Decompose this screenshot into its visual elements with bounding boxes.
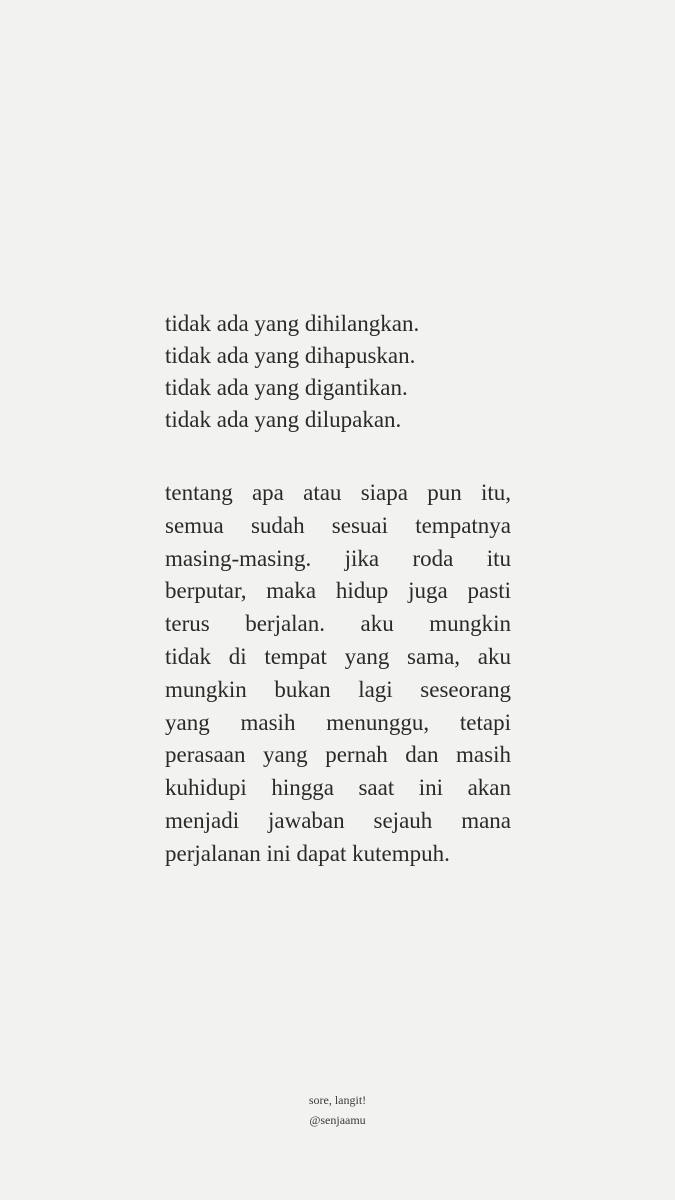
prose-line: perasaan yang pernah dan masih bbox=[165, 742, 511, 768]
stanza-line: tidak ada yang dihapuskan. bbox=[165, 343, 416, 368]
prose-line: mungkin bukan lagi seseorang bbox=[165, 676, 511, 702]
prose-line: kuhidupi hingga saat ini akan bbox=[165, 775, 511, 801]
footer-handle: @senjaamu bbox=[309, 1113, 366, 1127]
prose-line: perjalanan ini dapat kutempuh. bbox=[165, 840, 450, 866]
prose-line: tidak di tempat yang sama, aku bbox=[165, 643, 511, 669]
footer-title: sore, langit! bbox=[308, 1093, 367, 1107]
prose-line: tentang apa atau siapa pun itu, bbox=[165, 480, 511, 505]
prose-line: yang masih menunggu, tetapi bbox=[165, 709, 511, 735]
prose-line: terus berjalan. aku mungkin bbox=[165, 611, 511, 637]
stanza-line: tidak ada yang dilupakan. bbox=[165, 407, 402, 432]
poem-stanza bbox=[165, 308, 525, 436]
prose-paragraph bbox=[165, 477, 511, 871]
prose-line: menjadi jawaban sejauh mana bbox=[165, 807, 511, 833]
prose-line: masing-masing. jika roda itu bbox=[165, 545, 511, 571]
stanza-line: tidak ada yang digantikan. bbox=[165, 375, 408, 400]
prose-line: semua sudah sesuai tempatnya bbox=[165, 512, 511, 538]
prose-line: berputar, maka hidup juga pasti bbox=[165, 578, 511, 604]
footer-credit bbox=[0, 1090, 675, 1130]
stanza-line: tidak ada yang dihilangkan. bbox=[165, 311, 420, 336]
